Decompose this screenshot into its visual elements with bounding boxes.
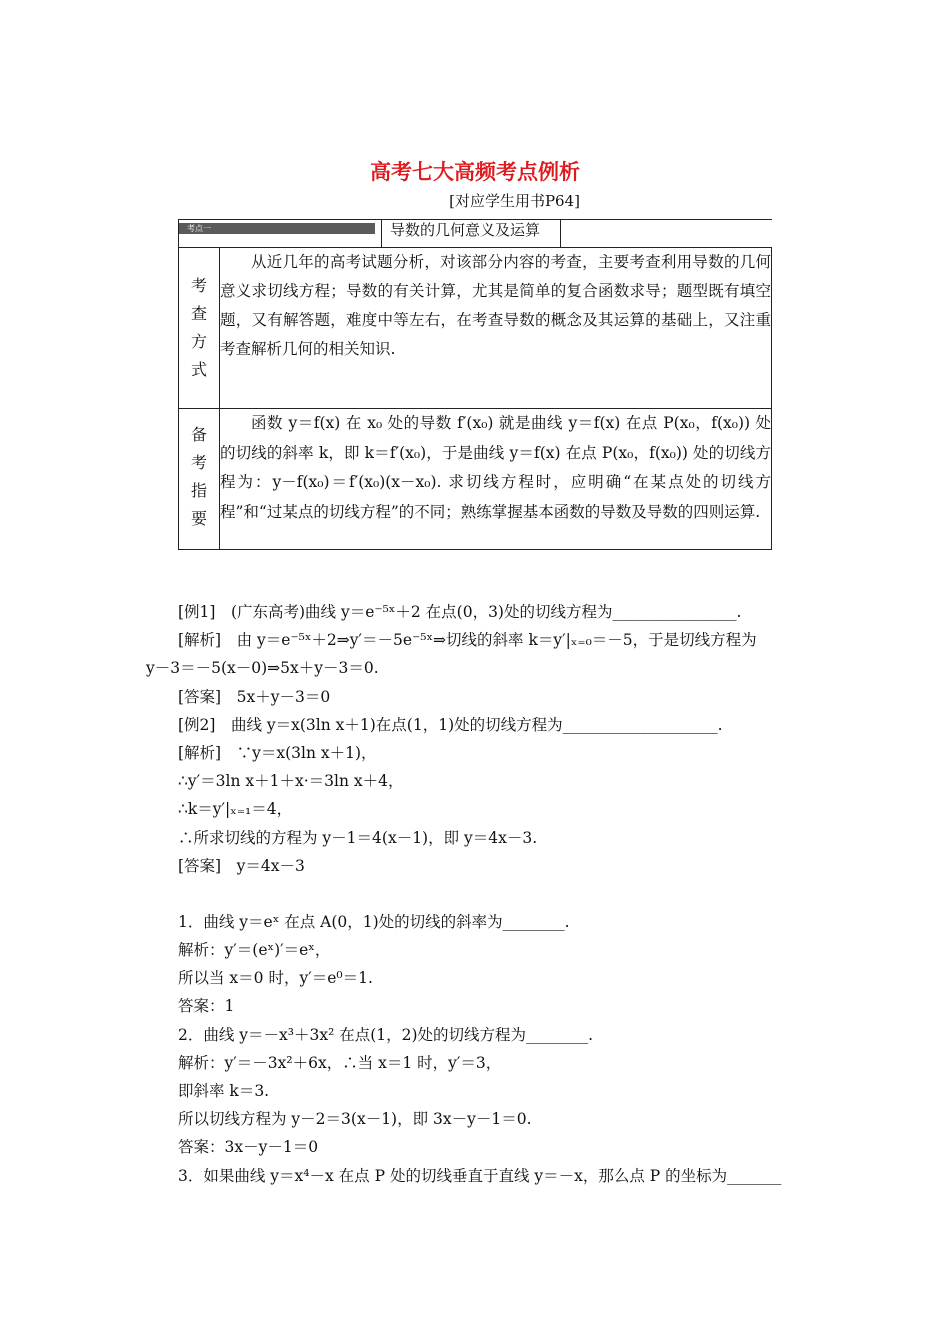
section-label-char: 考 (190, 453, 207, 472)
section-label-char: 备 (190, 425, 207, 444)
page-subtitle: [对应学生用书P64] (449, 192, 580, 210)
topic-table (178, 219, 772, 550)
section-text: 函数 y＝f(x) 在 x₀ 处的导数 f′(x₀) 就是曲线 y＝f(x) 在点 P(x₀，f(x₀)) 处的切线的斜率 k，即 k＝f′(x₀)，于是曲线 y＝f(x) 在点 P(x₀，f(x₀)) 处的切线方程为：y－f(x₀)＝f′(x₀)(x－x₀). 求切线方程时，应明确“在某点处的切线方程”和“过某点的切线方程”的不同；熟练掌握基本函数的导数及导数的四则运算. (220, 414, 771, 521)
exercise-solution-line: 所以切线方程为 y－2＝3(x－1)，即 3x－y－1＝0. (178, 1110, 532, 1129)
section-label-cell (179, 248, 220, 409)
exercise-question: 1．曲线 y＝eˣ 在点 A(0，1)处的切线的斜率为________. (178, 912, 570, 931)
section-label-char: 考 (190, 276, 207, 295)
section-label-char: 式 (190, 360, 207, 379)
exercise-question: 2．曲线 y＝－x³＋3x² 在点(1，2)处的切线方程为________. (178, 1025, 593, 1044)
ribbon-cell (179, 220, 772, 248)
section-label-char: 查 (190, 304, 207, 323)
exercise-question: 3．如果曲线 y＝x⁴－x 在点 P 处的切线垂直于直线 y＝－x，那么点 P 的坐标为_______ (178, 1166, 782, 1185)
exercise-answer: 答案：1 (178, 997, 235, 1016)
topic-ribbon-label: 考点一 (187, 224, 211, 233)
section-text-cell (220, 409, 772, 550)
exercise-solution-line: 解析：y′＝－3x²＋6x，∴当 x＝1 时，y′＝3， (178, 1053, 502, 1072)
topic-name: 导数的几何意义及运算 (381, 220, 561, 247)
example-answer: [答案] y＝4x－3 (178, 856, 305, 875)
section-text-cell (220, 248, 772, 409)
exercise-solution-line: 解析：y′＝(eˣ)′＝eˣ， (178, 941, 331, 960)
section-label-char: 指 (190, 481, 207, 500)
section-row (179, 409, 772, 550)
exercise-solution-line: 所以当 x＝0 时，y′＝e⁰＝1. (178, 969, 373, 988)
page-title: 高考七大高频考点例析 (370, 160, 580, 184)
example-solution-line: y－3＝－5(x－0)⇒5x＋y－3＝0. (146, 659, 379, 678)
example-answer: [答案] 5x＋y－3＝0 (178, 687, 331, 706)
exercise-solution-line: 即斜率 k＝3. (178, 1082, 270, 1100)
section-label-cell (179, 409, 220, 550)
section-label-char: 方 (190, 332, 207, 351)
exercise-answer: 答案：3x－y－1＝0 (178, 1138, 319, 1157)
section-label-char: 要 (190, 509, 207, 528)
example-question: [例1] (广东高考)曲线 y＝e⁻⁵ˣ＋2 在点(0，3)处的切线方程为________________. (178, 603, 742, 621)
topic-ribbon (179, 223, 375, 234)
example-solution-line: [解析] ∵y＝x(3ln x＋1)， (178, 743, 377, 762)
section-row (179, 248, 772, 409)
example-question: [例2] 曲线 y＝x(3ln x＋1)在点(1，1)处的切线方程为____________________. (178, 715, 723, 734)
example-solution-line: ∴y′＝3ln x＋1＋x·＝3ln x＋4， (178, 772, 404, 791)
example-solution-line: ∴k＝y′|ₓ₌₁＝4， (178, 800, 293, 819)
example-solution-line: [解析] 由 y＝e⁻⁵ˣ＋2⇒y′＝－5e⁻⁵ˣ⇒切线的斜率 k＝y′|ₓ₌₀＝－5，于是切线方程为 (178, 631, 757, 650)
examples-block (146, 598, 818, 1190)
example-solution-line: ∴所求切线的方程为 y－1＝4(x－1)，即 y＝4x－3. (178, 828, 538, 847)
section-text: 从近几年的高考试题分析，对该部分内容的考查，主要考查利用导数的几何意义求切线方程；导数的有关计算，尤其是简单的复合函数求导；题型既有填空题，又有解答题，难度中等左右，在考查导数的概念及其运算的基础上，又注重考查解析几何的相关知识. (220, 253, 771, 358)
